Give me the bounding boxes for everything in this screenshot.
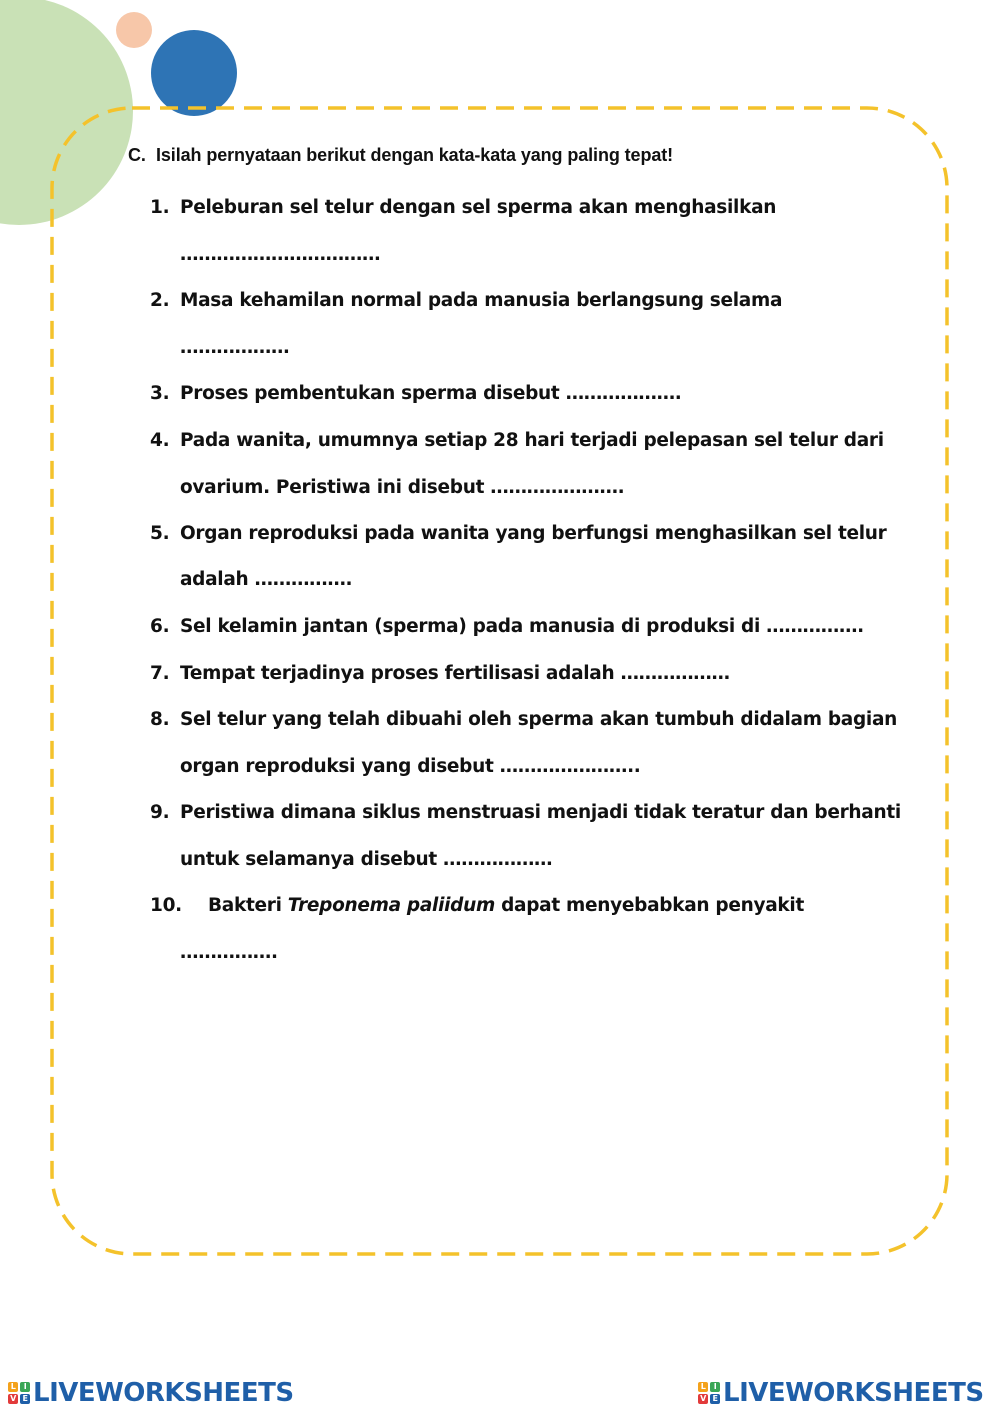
liveworksheets-logo-right xyxy=(698,1378,984,1408)
section-letter: C. xyxy=(128,145,146,165)
brand-text: LIVEWORKSHEETS xyxy=(723,1378,984,1408)
liveworksheets-icon: L I V E xyxy=(698,1382,720,1404)
section-heading xyxy=(128,145,673,166)
section-instruction: Isilah pernyataan berikut dengan kata-kata yang paling tepat! xyxy=(156,145,674,165)
brand-text: LIVEWORKSHEETS xyxy=(33,1378,294,1408)
species-name: Treponema paliidum xyxy=(287,895,495,916)
liveworksheets-logo-left xyxy=(8,1378,294,1408)
liveworksheets-icon: L I V E xyxy=(8,1382,30,1404)
